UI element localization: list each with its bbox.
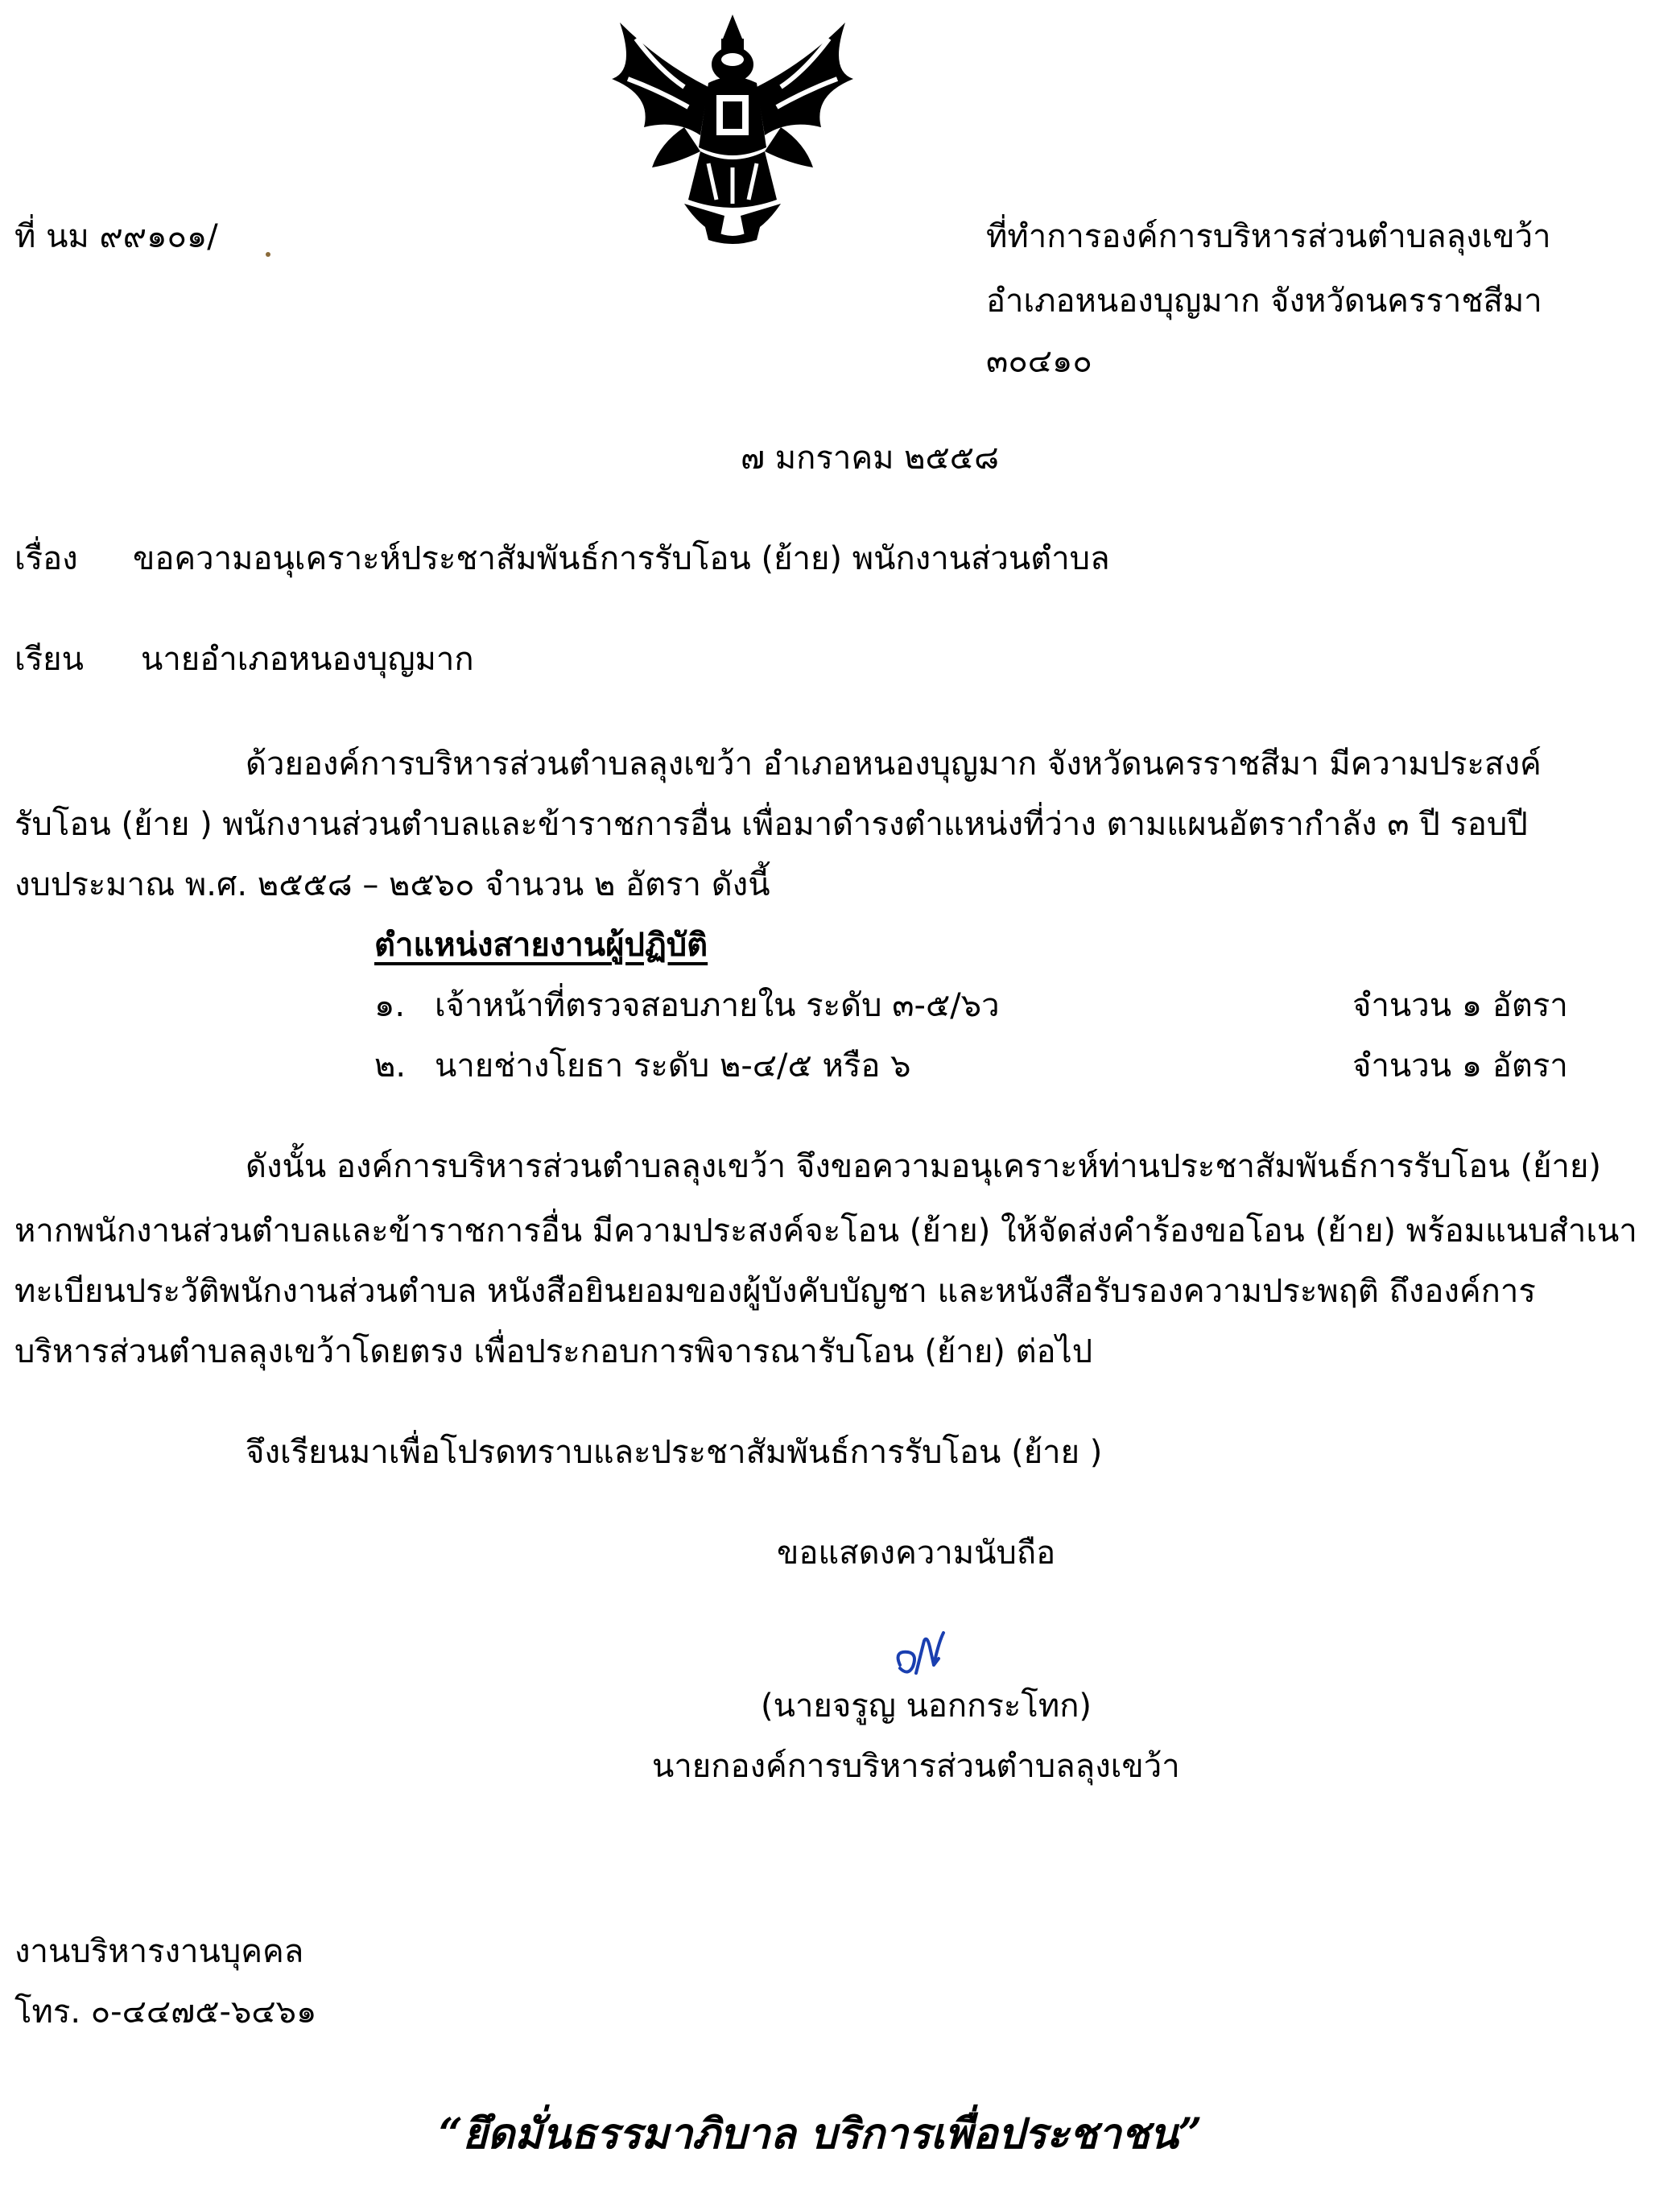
position-2-title: นายช่างโยธา ระดับ ๒-๔/๕ หรือ ๖ — [435, 1047, 911, 1085]
subject-text: ขอความอนุเคราะห์ประชาสัมพันธ์การรับโอน (ย้าย) พนักงานส่วนตำบล — [133, 540, 1110, 577]
signer-name: (นายจรูญ นอกกระโทก) — [761, 1688, 1092, 1725]
footer-phone: โทร. ๐-๔๔๗๕-๖๔๖๑ — [14, 1993, 317, 2031]
org-address-line-1: ที่ทำการองค์การบริหารส่วนตำบลลุงเขว้า — [986, 218, 1551, 255]
motto: “ยึดมั่นธรรมาภิบาล บริการเพื่อประชาชน” — [439, 2109, 1203, 2159]
position-1-number: ๑. — [374, 987, 406, 1024]
letter-date: ๗ มกราคม ๒๕๕๘ — [741, 440, 999, 477]
signer-title: นายกองค์การบริหารส่วนตำบลลุงเขว้า — [652, 1748, 1180, 1785]
subject-label: เรื่อง — [14, 540, 78, 577]
body-para1-line1: ด้วยองค์การบริหารส่วนตำบลลุงเขว้า อำเภอหนองบุญมาก จังหวัดนครราชสีมา มีความประสงค์ — [246, 746, 1542, 783]
positions-heading: ตำแหน่งสายงานผู้ปฏิบัติ — [374, 927, 708, 964]
paper-speck — [266, 252, 270, 257]
org-address-line-2: อำเภอหนองบุญมาก จังหวัดนครราชสีมา — [986, 283, 1542, 320]
reference-number: ที่ นม ๙๙๑๐๑/ — [14, 218, 218, 255]
recipient-text: นายอำเภอหนองบุญมาก — [141, 641, 474, 678]
position-2-number: ๒. — [374, 1047, 407, 1085]
body-para2-line1: ดังนั้น องค์การบริหารส่วนตำบลลุงเขว้า จึงขอความอนุเคราะห์ท่านประชาสัมพันธ์การรับโอน (ย้าย) — [246, 1148, 1602, 1185]
position-1-title: เจ้าหน้าที่ตรวจสอบภายใน ระดับ ๓-๕/๖ว — [435, 987, 1000, 1024]
position-2-count: จำนวน ๑ อัตรา — [1352, 1047, 1568, 1085]
postal-code: ๓๐๔๑๐ — [986, 343, 1092, 380]
body-para2-line4: บริหารส่วนตำบลลุงเขว้าโดยตรง เพื่อประกอบการพิจารณารับโอน (ย้าย) ต่อไป — [14, 1333, 1093, 1370]
footer-department: งานบริหารงานบุคคล — [14, 1933, 304, 1970]
body-para1-line3: งบประมาณ พ.ศ. ๒๕๕๘ – ๒๕๖๐ จำนวน ๒ อัตรา ดังนี้ — [14, 866, 770, 903]
body-para1-line2: รับโอน (ย้าย ) พนักงานส่วนตำบลและข้าราชการอื่น เพื่อมาดำรงตำแหน่งที่ว่าง ตามแผนอัตรากำลัง ๓ ปี รอบปี — [14, 806, 1528, 843]
position-1-count: จำนวน ๑ อัตรา — [1352, 987, 1568, 1024]
recipient-label: เรียน — [14, 641, 84, 678]
body-para2-line2: หากพนักงานส่วนตำบลและข้าราชการอื่น มีความประสงค์จะโอน (ย้าย) ให้จัดส่งคำร้องขอโอน (ย้าย) พร้อมแนบสำเนา — [14, 1213, 1637, 1250]
garuda-emblem-icon — [588, 6, 877, 248]
signature — [885, 1626, 974, 1691]
closing-salutation: ขอแสดงความนับถือ — [777, 1535, 1056, 1572]
body-para2-line3: ทะเบียนประวัติพนักงานส่วนตำบล หนังสือยินยอมของผู้บังคับบัญชา และหนังสือรับรองความประพฤติ ถึงองค์การ — [14, 1273, 1536, 1310]
body-para3: จึงเรียนมาเพื่อโปรดทราบและประชาสัมพันธ์การรับโอน (ย้าย ) — [246, 1434, 1103, 1471]
